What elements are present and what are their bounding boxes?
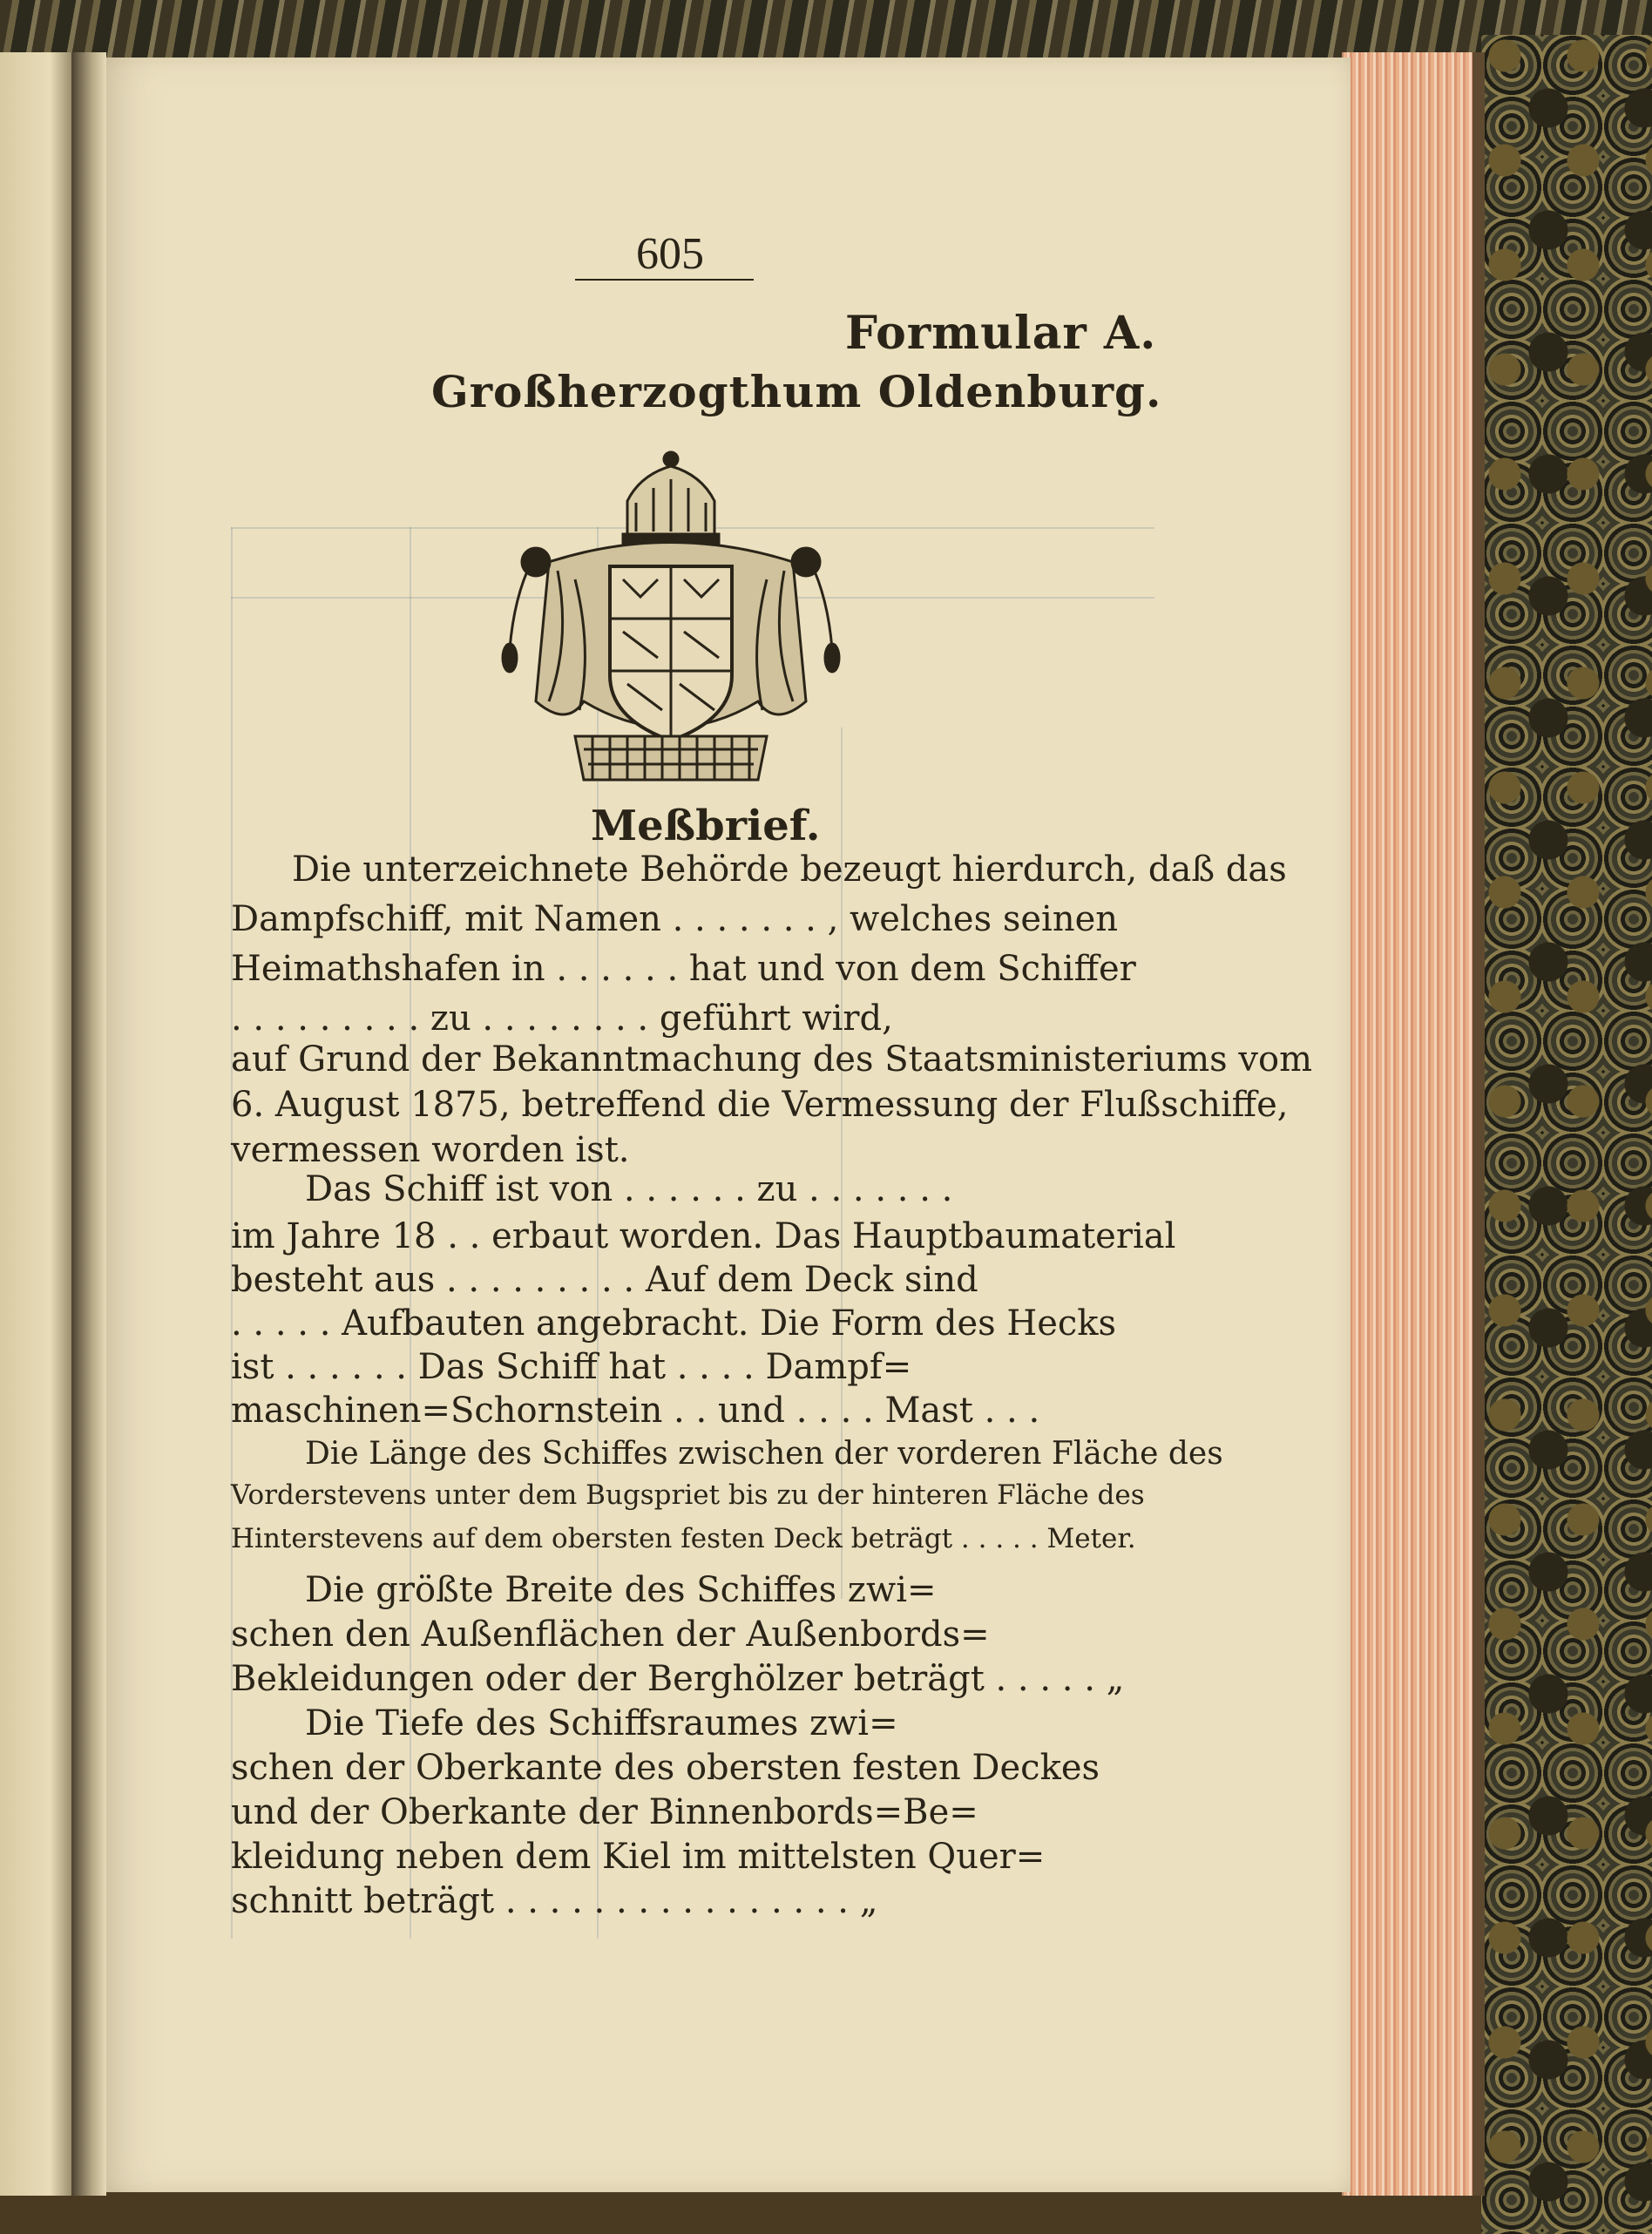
facing-page-edge — [0, 52, 73, 2196]
page-block-edge — [1342, 52, 1483, 2196]
book-gutter — [71, 52, 106, 2196]
body-line: Vorderstevens unter dem Bugspriet bis zu der hinteren Fläche des — [231, 1479, 1145, 1511]
body-line: vermessen worden ist. — [231, 1130, 630, 1170]
body-line: . . . . . Aufbauten angebracht. Die Form des Hecks — [231, 1303, 1117, 1344]
body-line: schen den Außenflächen der Außenbords= — [231, 1615, 990, 1655]
marbled-cover — [1481, 35, 1652, 2234]
body-line: im Jahre 18 . . erbaut worden. Das Hauptbaumaterial — [231, 1216, 1176, 1256]
spine-edge — [1473, 52, 1485, 2196]
body-line: . . . . . . . . . zu . . . . . . . . geführt wird, — [231, 999, 893, 1039]
coat-of-arms-emblem — [497, 440, 845, 784]
body-line: Die Länge des Schiffes zwischen der vorderen Fläche des — [305, 1436, 1223, 1472]
body-line: Die unterzeichnete Behörde bezeugt hierdurch, daß das — [292, 850, 1287, 890]
body-line: Dampfschiff, mit Namen . . . . . . . , welches seinen — [231, 899, 1119, 939]
body-line: kleidung neben dem Kiel im mittelsten Quer= — [231, 1837, 1046, 1877]
body-line: 6. August 1875, betreffend die Vermessung der Flußschiffe, — [231, 1085, 1289, 1125]
form-title: Formular A. — [845, 307, 1157, 360]
body-line: Heimathshafen in . . . . . . hat und von dem Schiffer — [231, 949, 1136, 989]
body-line: und der Oberkante der Binnenbords=Be= — [231, 1792, 978, 1832]
body-line: schnitt beträgt . . . . . . . . . . . . . . . . „ — [231, 1881, 878, 1921]
body-line: Die Tiefe des Schiffsraumes zwi= — [305, 1703, 898, 1743]
body-line: besteht aus . . . . . . . . . Auf dem Deck sind — [231, 1260, 978, 1300]
body-line: schen der Oberkante des obersten festen Deckes — [231, 1748, 1100, 1788]
body-line: Die größte Breite des Schiffes zwi= — [305, 1570, 937, 1610]
page-number: 605 — [636, 229, 704, 279]
body-line: Hinterstevens auf dem obersten festen Deck beträgt . . . . . Meter. — [231, 1523, 1136, 1554]
body-line: Bekleidungen oder der Berghölzer beträgt . . . . . „ — [231, 1659, 1125, 1699]
page-number-rule — [575, 279, 754, 281]
body-line: maschinen=Schornstein . . und . . . . Mast . . . — [231, 1391, 1040, 1431]
document-heading: Meßbrief. — [591, 802, 821, 850]
state-name: Großherzogthum Oldenburg. — [431, 366, 1162, 417]
body-line: Das Schiff ist von . . . . . . zu . . . . . . . — [305, 1169, 953, 1209]
body-line: ist . . . . . . Das Schiff hat . . . . Dampf= — [231, 1347, 912, 1387]
body-line: auf Grund der Bekanntmachung des Staatsministeriums vom — [231, 1039, 1312, 1080]
